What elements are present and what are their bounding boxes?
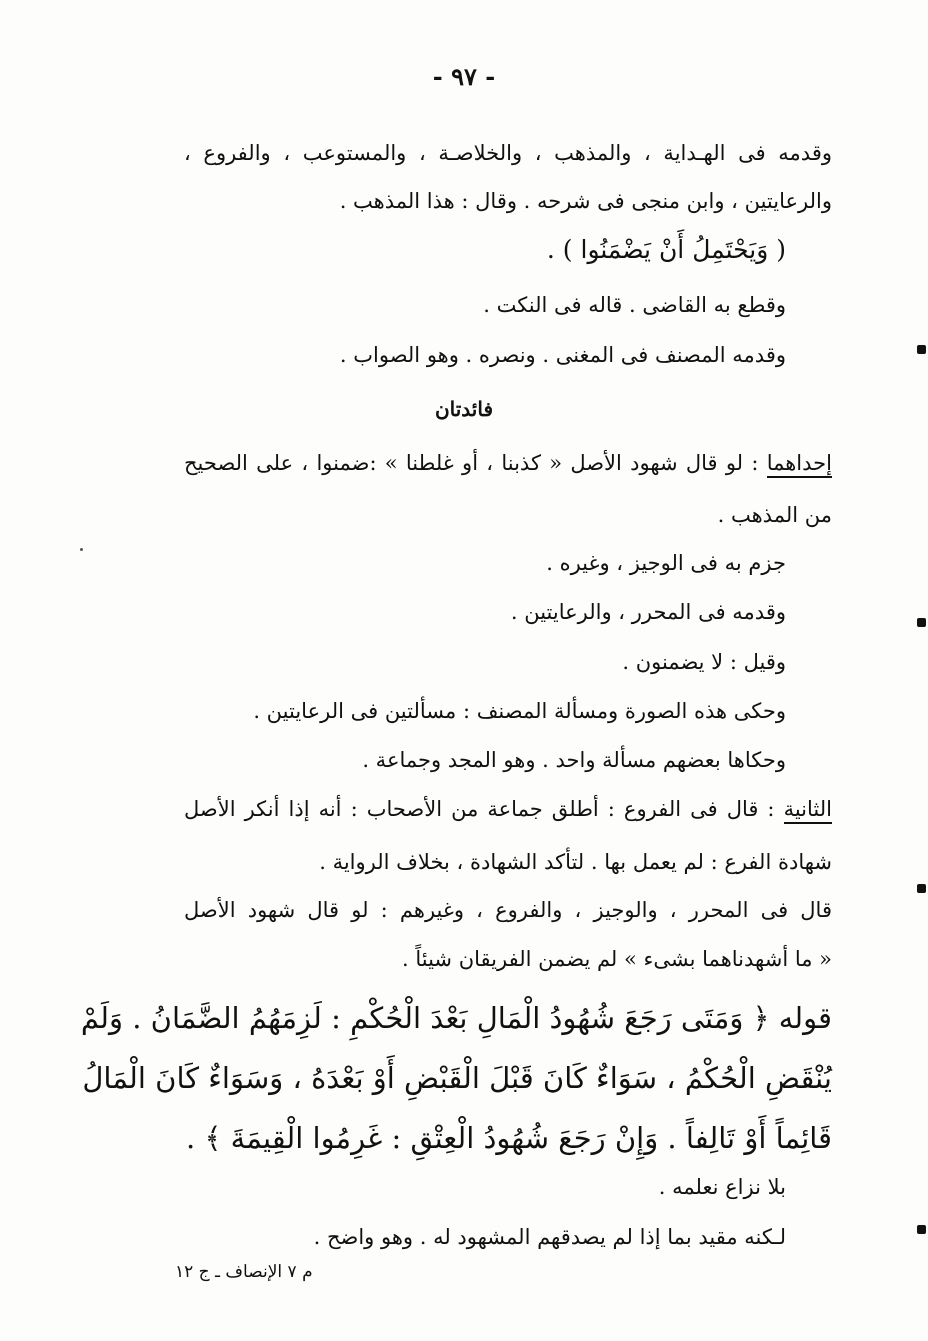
quoted-phrase: ( وَيَحْتَمِلُ أَنْ يَضْمَنُوا ) . — [546, 235, 786, 264]
text-line-4: وقطع به القاضى . قاله فى النكت . — [483, 293, 786, 317]
text-line-8: جزم به فى الوجيز ، وغيره . — [546, 551, 786, 575]
text-line-7: من المذهب . — [717, 503, 832, 527]
text-line-12: وحكاها بعضهم مسألة واحد . وهو المجد وجماعة . — [362, 748, 786, 772]
text-line-15: قال فى المحرر ، والوجيز ، والفروع ، وغيرهم : لو قال شهود الأصل — [184, 898, 832, 922]
text-line-10: وقيل : لا يضمنون . — [622, 650, 786, 674]
underlined-lead: الثانية — [784, 797, 832, 824]
quran-style-line-3: قَائِماً أَوْ تَالِفاً . وَإِنْ رَجَعَ شُهُودُ الْعِتْقِ : غَرِمُوا الْقِيمَةَ ﴾ . — [186, 1121, 832, 1155]
quran-style-line-1: قوله ﴿ وَمَتَى رَجَعَ شُهُودُ الْمَالِ بَعْدَ الْحُكْمِ : لَزِمَهُمُ الضَّمَانُ . وَلَمْ — [80, 1001, 832, 1035]
margin-mark — [917, 1225, 926, 1234]
text-line-6-rest: : لو قال شهود الأصل « كذبنا ، أو غلطنا » :ضمنوا ، على الصحيح — [184, 451, 759, 475]
footer-signature: م ٧ الإنصاف ـ ج ١٢ — [175, 1262, 313, 1282]
paper-speck — [80, 548, 83, 551]
margin-mark — [917, 618, 926, 627]
section-heading: فائدتان — [434, 397, 494, 421]
underlined-lead: إحداهما — [767, 451, 832, 478]
quran-style-line-2: يُنْقَضِ الْحُكْمُ ، سَوَاءٌ كَانَ قَبْلَ الْقَبْضِ أَوْ بَعْدَهُ ، وَسَوَاءٌ كَانَ الْمَالُ — [82, 1061, 832, 1095]
text-line-16: « ما أشهدناهما بشىء » لم يضمن الفريقان شيئاً . — [402, 947, 832, 971]
text-line-5: وقدمه المصنف فى المغنى . ونصره . وهو الصواب . — [339, 343, 786, 367]
text-line-13-rest: : قال فى الفروع : أطلق جماعة من الأصحاب : أنه إذا أنكر الأصل — [184, 797, 775, 821]
text-line-13 — [184, 794, 832, 824]
text-line-6 — [184, 448, 832, 478]
text-line-2: والرعايتين ، وابن منجى فى شرحه . وقال : هذا المذهب . — [339, 189, 832, 213]
text-line-18: لـكنه مقيد بما إذا لم يصدقهم المشهود له . وهو واضح . — [313, 1225, 786, 1249]
text-line-1: وقدمه فى الهـداية ، والمذهب ، والخلاصـة ، والمستوعب ، والفروع ، — [184, 141, 832, 165]
margin-mark — [917, 884, 926, 893]
page-number: - ٩٧ - — [432, 62, 496, 91]
margin-mark — [917, 345, 926, 354]
text-line-9: وقدمه فى المحرر ، والرعايتين . — [510, 600, 786, 624]
text-line-11: وحكى هذه الصورة ومسألة المصنف : مسألتين فى الرعايتين . — [253, 699, 786, 723]
text-line-14: شهادة الفرع : لم يعمل بها . لتأكد الشهادة ، بخلاف الرواية . — [319, 850, 832, 874]
text-line-17: بلا نزاع نعلمه . — [658, 1175, 786, 1199]
